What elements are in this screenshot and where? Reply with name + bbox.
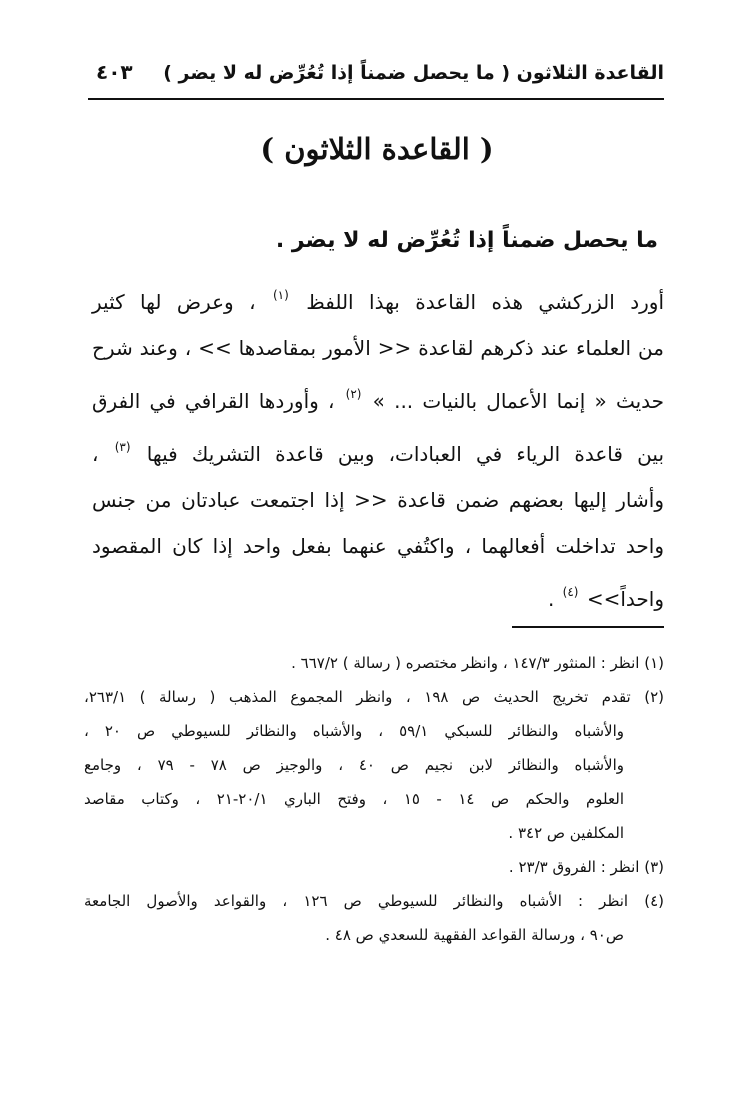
page-number: ٤٠٣ — [96, 60, 133, 84]
footnote-ref[interactable]: (١) — [272, 288, 289, 302]
footnote-ref[interactable]: (٢) — [345, 387, 362, 401]
footnotes — [84, 646, 664, 952]
body-line: واحداً>> $^{(٤)}$ . — [547, 585, 664, 611]
body-line: حديث « إنما الأعمال بالنيات ... » $^{(٢)}$ ، وأوردها القرافي في الفرق — [92, 387, 665, 413]
page-header — [88, 54, 664, 100]
rule-statement: ما يحصل ضمناً إذا تُعُرِّض له لا يضر . — [275, 228, 658, 253]
footnote-3: (٣) انظر : الفروق ٢٣/٣ . — [508, 858, 664, 876]
body-line: وأشار إليها بعضهم ضمن قاعدة << إذا اجتمعت عبادتان من جنس — [92, 488, 664, 512]
body-line: بين قاعدة الرياء في العبادات، وبين قاعدة التشريك فيها $^{(٣)}$ ، — [92, 440, 665, 466]
body-line: واحد تداخلت أفعالهما ، واكتُفي عنهما بفعل واحد إذا كان المقصود — [92, 534, 664, 558]
body-text — [92, 272, 664, 622]
chapter-title: ( القاعدة الثلاثون ) — [260, 132, 494, 166]
body-line: من العلماء عند ذكرهم لقاعدة << الأمور بمقاصدها >> ، وعند شرح — [92, 336, 664, 360]
body-line: أورد الزركشي هذه القاعدة بهذا اللفظ $^{(١)}$ ، وعرض لها كثير — [92, 288, 664, 314]
footnote-1: (١) انظر : المنثور ١٤٧/٣ ، وانظر مختصره ( رسالة ) ٦٦٧/٢ . — [291, 654, 664, 672]
footnote-ref[interactable]: (٤) — [562, 585, 579, 599]
footnote-separator — [512, 626, 664, 628]
footnote-4: (٤) انظر : الأشباه والنظائر للسيوطي ص ١٢٦ ، والقواعد والأصول الجامعة ص٩٠ ، ورسالة القواعد الفقهية للسعدي ص ٤٨ . — [84, 892, 664, 944]
running-title: القاعدة الثلاثون ( ما يحصل ضمناً إذا تُعُرِّض له لا يضر ) — [163, 62, 664, 84]
footnote-ref[interactable]: (٣) — [114, 440, 131, 454]
footnote-2: (٢) تقدم تخريج الحديث ص ١٩٨ ، وانظر المجموع المذهب ( رسالة ) ٢٦٣/١، والأشباه والنظائر للسبكي ٥٩/١ ، والأشباه والنظائر للسيوطي ص ٢٠ ، والأشباه والنظائر لابن نجيم ص ٤٠ ، والوجيز ص ٧٨ - ٧٩ ، وجامع العلوم والحكم ص ١٤ - ١٥ ، وفتح الباري ٢٠/١-٢١ ، وكتاب مقاصد المكلفين ص ٣٤٢ . — [84, 688, 664, 842]
